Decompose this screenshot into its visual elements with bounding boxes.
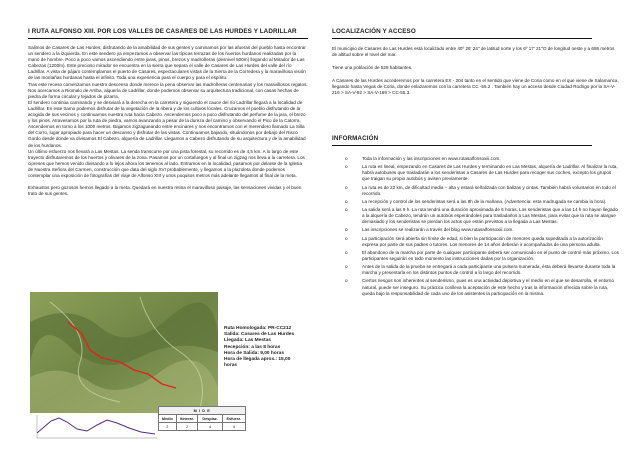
info-item bbox=[332, 164, 620, 182]
bullet-icon: o bbox=[345, 278, 348, 284]
info-list bbox=[332, 156, 620, 299]
route-departure: Hora de Salida: 9,00 horas bbox=[224, 350, 284, 356]
bullet-icon: o bbox=[345, 235, 348, 241]
route-map bbox=[30, 292, 218, 413]
bullet-icon: o bbox=[345, 164, 348, 170]
bullet-icon: o bbox=[345, 227, 348, 233]
mide-col-itinerario: Itinerar. bbox=[176, 415, 198, 423]
route-homologation: Ruta Homologada: PR-CC212 bbox=[224, 326, 292, 331]
mide-val-desplazamiento: 4 bbox=[198, 423, 222, 431]
route-details bbox=[224, 326, 302, 369]
info-item bbox=[332, 250, 620, 262]
info-item-text: El abandono de la marcha por parte de cualquier participante deberá ser comunicado en el punto de control más próximo. Los participantes seguirán en todo momento las instrucciones dadas por la organización. bbox=[362, 249, 619, 261]
route-arrival: Hora de llegada aprox.: 15,00 bbox=[224, 357, 291, 363]
paragraph-intro: Salimos de Casares de Las Hurdes, disfrutando de la amabilidad de sus gentes y caminamos por las afueras del pueblo hasta encontrar un sendero a la izquierda. En este sendero ya empezamos a observar las típicas terrazas de los huertos hurdanos realizadas por la mano de hombre. Poco a poco vamos ascendiendo entre jaras, pinos, brezos y madroñeras (desnivel 500m) llegando al Mirador de Las Cabezas (1200m). Este precioso mirador se encuentra en la sierra que separa el valle de Casares de Las Hurdes del valle del río Ladrillar. A vista de pájaro contemplamos el puerto de Casares, espectaculares vistas de la Sierra de la Corredera y la maravillosa visión de las montañas hurdanas hasta el infinito. Toda una experiencia para el cuerpo y para el espíritu. bbox=[28, 45, 306, 81]
mide-col-medio: Medio bbox=[159, 415, 177, 423]
info-title: INFORMACIÓN bbox=[332, 135, 379, 142]
mide-table bbox=[158, 406, 246, 431]
location-access: A Casares de las Hurdes accederemos por la carretera EX - 204 tanto en el sentido que viene de Coria como en el que viene de Salamanca, llegando hasta Vegas de Coria, donde enlazaremos con la carretera CC -55.2 . También hay un acceso desde Ciudad Rodrigo por la SA-V-216 > SA-V-92 > SA-V-169 > CC-55.3. bbox=[332, 78, 619, 96]
info-item-text: La recepción y control de los senderistas será a las 8h de la mañana, (Advertencia: esta madrugada se cambia la hora). bbox=[362, 198, 607, 204]
info-item-text: La ruta es de 22 km, de dificultad media – alta y estará señalizada con balizas y cintas. También habrá voluntarios en todo el recorrido. bbox=[362, 184, 616, 196]
info-item bbox=[332, 264, 620, 276]
info-item-text: La salida será a las 9 h. La ruta tendrá una duración aproximada de 6 horas. Los senderistas que a las 14 h no hayan llegado a la alquería de Cabezo, tendrán un autobús esperándoles para trasladarlos a Las Mestas, para evitar que la ruta se alargue demasiado y los senderistas se pierdan los actos que están previstos a la llegada a Las Mestas. bbox=[362, 207, 618, 225]
location-divider bbox=[332, 38, 592, 39]
paragraph-descent: Tras este receso comenzamos nuestro descenso donde merece la pena observar las madroñeras centenarias y los maravillosos regatos. Nos acercamos a Riomalo de Arriba, alquería de Ladrillar, donde podemos observar su arquitectura tradicional, con casas hechas de piedra de forma circular y tejados de pizarra. bbox=[28, 81, 308, 99]
bullet-icon: o bbox=[345, 198, 348, 204]
info-item bbox=[332, 156, 620, 162]
mide-val-esfuerzo: 4 bbox=[222, 423, 245, 431]
paragraph-ladrillar: El sendero continúa caminando y se desviará a la derecha en la carretera y siguiendo el cauce del río Ladrillar llegará a la localidad de Ladrillar. En este tramo podemos disfrutar de la vegetación de la ribera y de los cultivos locales. Cruzamos el pueblo disfrutando de la acogida de sus vecinos y continuamos nuestra ruta hacia Cabezo. Ascendemos poco a poco disfrutando del perfume de la jara, el brezo y los pinos. Atravesamos por la ruta de piedra, vamos avanzando a pesar de la dureza del camino y observando el Pico de la Catorra. Ascendemos en torno a los 1000 metros. Bajamos zigzagueando entre encinares y nos encontramos con el merendero llamado La Silla del Corro, lugar apropiado para hacer un descanso y disfrutar de las vistas. Continuamos bajando, situándonos por debajo del Risco Gordo desde donde va divisamos El Cabezo, alquería de Ladrillar. Llegamos a Cabezo disfrutando de su arquitectura y de la amabilidad de los hurdanos. bbox=[28, 99, 306, 148]
info-item bbox=[332, 236, 620, 248]
elevation-profile bbox=[33, 413, 159, 440]
bullet-icon: o bbox=[345, 264, 348, 270]
route-arrival-cont: horas bbox=[224, 363, 238, 369]
title-divider bbox=[28, 38, 308, 39]
info-item bbox=[332, 199, 620, 205]
mide-val-medio: 2 bbox=[159, 423, 177, 431]
mide-val-itinerario: 2 bbox=[176, 423, 198, 431]
route-start: Salida: Casares de Las Hurdes bbox=[224, 332, 295, 338]
route-title: I RUTA ALFONSO XIII. POR LOS VALLES DE CASARES DE LAS HURDES Y LADRILLAR bbox=[28, 28, 297, 35]
info-item-text: Las inscripciones se realizarán a través del blog www.rutasalfonsoxiii.com. bbox=[362, 227, 514, 233]
info-item-text: La participación será abierta sin límite de edad, si bien la participación de menores queda supeditada a la autorización expresa por parte de sus padres o tutores. Los menores de 14 años deberán ir acompañados de una persona adulta. bbox=[362, 235, 603, 247]
info-item-text: Ciertos riesgos son inherentes al senderismo, pues es una actividad deportiva y el medio en el que se desarrolla, el entorno natural, puede ser inseguro. Su práctica conlleva la aceptación de este hecho y tras la información ofrecida sobre la ruta, queda bajo la responsabilidad de cada uno de los asistentes la participación en la misma. bbox=[362, 278, 615, 296]
info-item bbox=[332, 207, 620, 225]
info-item-text: La ruta es lineal, empezando en Casares de Las Hurdes y terminando en Las Mestas, alquería de Ladrillar. Al finalizar la ruta, habrá autobuses que trasladarán a los senderistas a Casares de Las Hurdes para recoger sus coches, excepto los grupos que traigan su propio autobús y avisen previamente. bbox=[362, 164, 618, 182]
route-description bbox=[28, 45, 308, 197]
info-item-text: Antes de la salida de la prueba se entregará a cada participante una pulsera numerada, ésta deberá llevarse durante toda la marcha y presentarla en los distintos puntos de control a lo largo del recorrido. bbox=[362, 264, 616, 276]
paragraph-closing: Exhaustos pero gozosos hemos llegado a la meta. Quedará en nuestra retina el maravilloso paisaje, las sensaciones vividas y el buen trato de sus gentes. bbox=[28, 185, 302, 197]
info-item bbox=[332, 227, 620, 233]
location-text bbox=[332, 46, 620, 97]
location-title: LOCALIZACIÓN Y ACCESO bbox=[332, 28, 416, 35]
route-map-graphic bbox=[30, 292, 218, 413]
route-finish: Llegada: Las Mestas bbox=[224, 338, 271, 344]
mide-col-esfuerzo: Esfuerz. bbox=[222, 415, 245, 423]
info-divider bbox=[332, 145, 592, 146]
info-item bbox=[332, 278, 620, 296]
location-population: Tiene una población de 528 habitantes. bbox=[332, 65, 413, 71]
paragraph-las-mestas: Un último esfuerzo nos llevará a Las Mestas. La senda transcurre por una pista forestal, su recorrido es de 4,5 km. A lo largo de este trayecto disfrutaremos de los huertos y olivares de la zona. Pasamos por un cortafuegos y al final un zigzag nos lleva a la carretera. Los cipreses que hemos venido divisando a lo lejos ahora los tenemos al lado. Entramos en la localidad, pasamos por delante de la Iglesia de Nuestra Señora del Carmen, construcción que data del siglo XVI probablemente, y llegamos a la plazoleta donde podemos contemplar una exposición de fotografías del viaje de Alfonso XIII y unos poquitos metros más adelante llegamos al final de la meta. bbox=[28, 148, 305, 178]
bullet-icon: o bbox=[345, 184, 348, 190]
mide-header: M I D E bbox=[159, 407, 246, 415]
elevation-profile-graphic bbox=[33, 413, 159, 440]
info-item bbox=[332, 185, 620, 197]
mide-col-desplazamiento: Desplaz. bbox=[198, 415, 222, 423]
route-reception: Recepción: a las 8 horas bbox=[224, 344, 281, 350]
bullet-icon: o bbox=[345, 249, 348, 255]
bullet-icon: o bbox=[345, 207, 348, 213]
info-item-text: Toda la información y las inscripciones en www.rutasalfonsoxiii.com. bbox=[362, 156, 501, 161]
bullet-icon: o bbox=[345, 156, 348, 161]
location-coords: El municipio de Casares de Las Hurdes está localizado entre 40º 26' 24'' de latitud norte y los 6º 17' 21''O de longitud oeste y a 686 metros de altitud sobre el nivel del mar. bbox=[332, 46, 615, 58]
